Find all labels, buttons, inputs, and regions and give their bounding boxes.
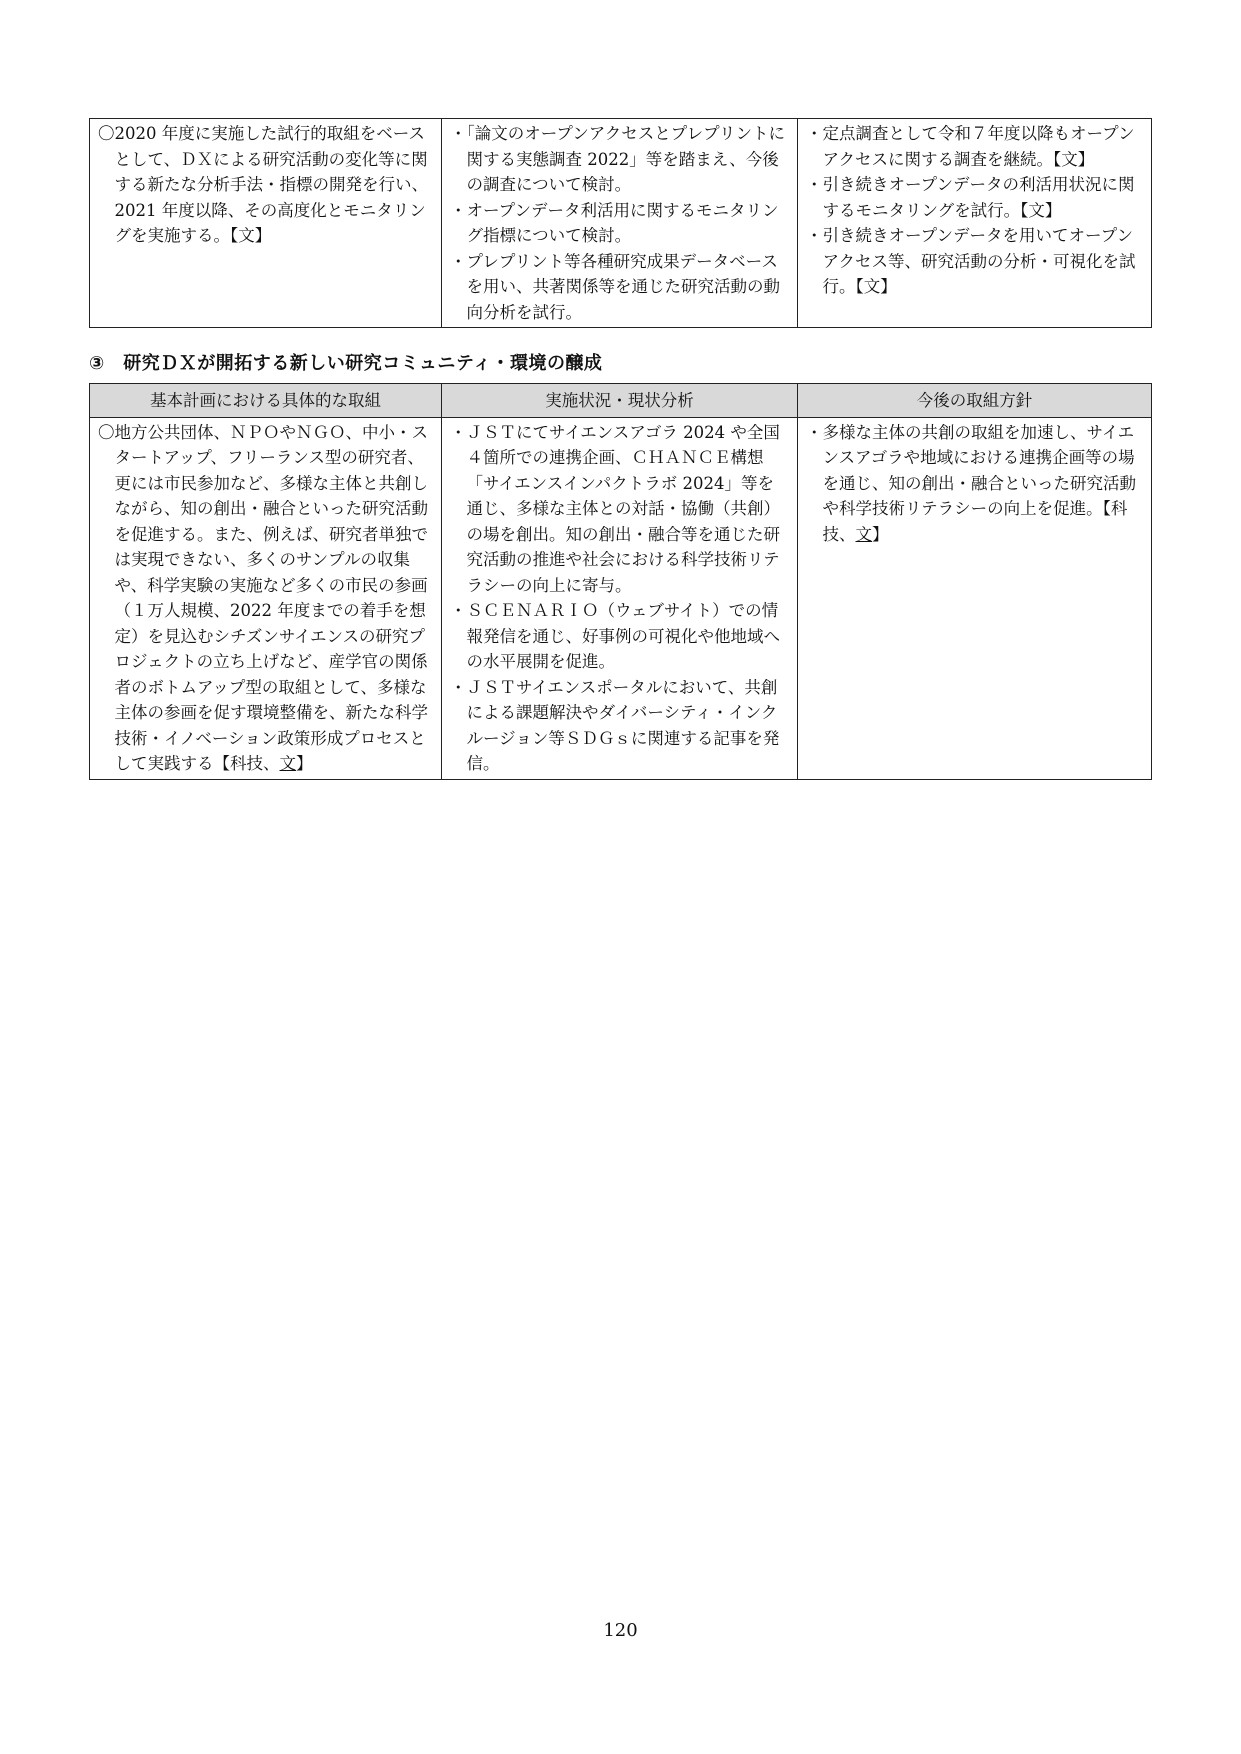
plan-text: [98, 420, 433, 777]
policy-item: [806, 420, 1143, 548]
policy-text-main: ・多様な主体の共創の取組を加速し、サイエンスアゴラや地域における連携企画等の場を通じ、知の創出・融合といった研究活動や科学技術リテラシーの向上を促進。【科技、: [806, 422, 1136, 544]
column-header: 実施状況・現状分析: [442, 384, 798, 418]
status-cell: [442, 417, 798, 779]
status-item: ・ＳＣＥＮＡＲＩＯ（ウェブサイト）での情報発信を通じ、好事例の可視化や他地域への水平展開を促進。: [450, 601, 780, 671]
status-cell: [442, 119, 798, 328]
continuation-table: [89, 118, 1152, 328]
plan-text: 〇2020 年度に実施した試行的取組をベースとして、ＤＸによる研究活動の変化等に関する新たな分析手法・指標の開発を行い、2021 年度以降、その高度化とモニタリングを実施する。【文】: [98, 124, 428, 245]
policy-item: ・引き続きオープンデータを用いてオープンアクセス等、研究活動の分析・可視化を試行。【文】: [806, 226, 1136, 296]
status-item: ・ＪＳＴにてサイエンスアゴラ 2024 や全国４箇所での連携企画、ＣＨＡＮＣＥ構想「サイエンスインパクトラボ 2024」等を通じ、多様な主体との対話・協働（共創）の場を創出。知の創出・融合等を通じた研究活動の推進や社会における科学技術リテラシーの向上に寄与。: [450, 422, 780, 595]
status-item: ・「論文のオープンアクセスとプレプリントに関する実態調査 2022」等を踏まえ、今後の調査について検討。: [450, 124, 785, 194]
plan-text-end: 】: [296, 754, 313, 773]
policy-text-end: 】: [872, 524, 889, 544]
ministry-tag: 文: [279, 754, 296, 773]
status-item: ・ＪＳＴサイエンスポータルにおいて、共創による課題解決やダイバーシティ・インクルージョン等ＳＤＧｓに関連する記事を発信。: [450, 677, 780, 773]
initiatives-table: [89, 383, 1152, 780]
section-heading: ③ 研究ＤＸが開拓する新しい研究コミュニティ・環境の醸成: [89, 353, 603, 374]
ministry-tag: 文: [855, 524, 872, 544]
policy-item: ・引き続きオープンデータの利活用状況に関するモニタリングを試行。【文】: [806, 175, 1135, 220]
plan-text-main: 〇地方公共団体、ＮＰＯやＮＧＯ、中小・スタートアップ、フリーランス型の研究者、更には市民参加など、多様な主体と共創しながら、知の創出・融合といった研究活動を促進する。また、例えば、研究者単独では実現できない、多くのサンプルの収集や、科学実験の実施など多くの市民の参画（１万人規模、2022 年度までの着手を想定）を見込むシチズンサイエンスの研究プロジェクトの立ち上げなど、産学官の関係者のボトムアップ型の取組として、多様な主体の参画を促す環境整備を、新たな科学技術・イノベーション政策形成プロセスとして実践する【科技、: [98, 422, 428, 773]
page-number: 120: [603, 1620, 638, 1641]
table-row: [90, 417, 1152, 779]
policy-cell: [798, 417, 1152, 779]
table-header-row: [90, 384, 1152, 418]
policy-item: ・定点調査として令和７年度以降もオープンアクセスに関する調査を継続。【文】: [806, 124, 1135, 169]
plan-cell: [90, 119, 442, 328]
policy-cell: [798, 119, 1152, 328]
column-header: 今後の取組方針: [798, 384, 1152, 418]
table-row: [90, 119, 1152, 328]
plan-cell: [90, 417, 442, 779]
column-header: 基本計画における具体的な取組: [90, 384, 442, 418]
status-item: ・プレプリント等各種研究成果データベースを用い、共著関係等を通じた研究活動の動向分析を試行。: [450, 251, 780, 322]
status-item: ・オープンデータ利活用に関するモニタリング指標について検討。: [450, 200, 779, 245]
